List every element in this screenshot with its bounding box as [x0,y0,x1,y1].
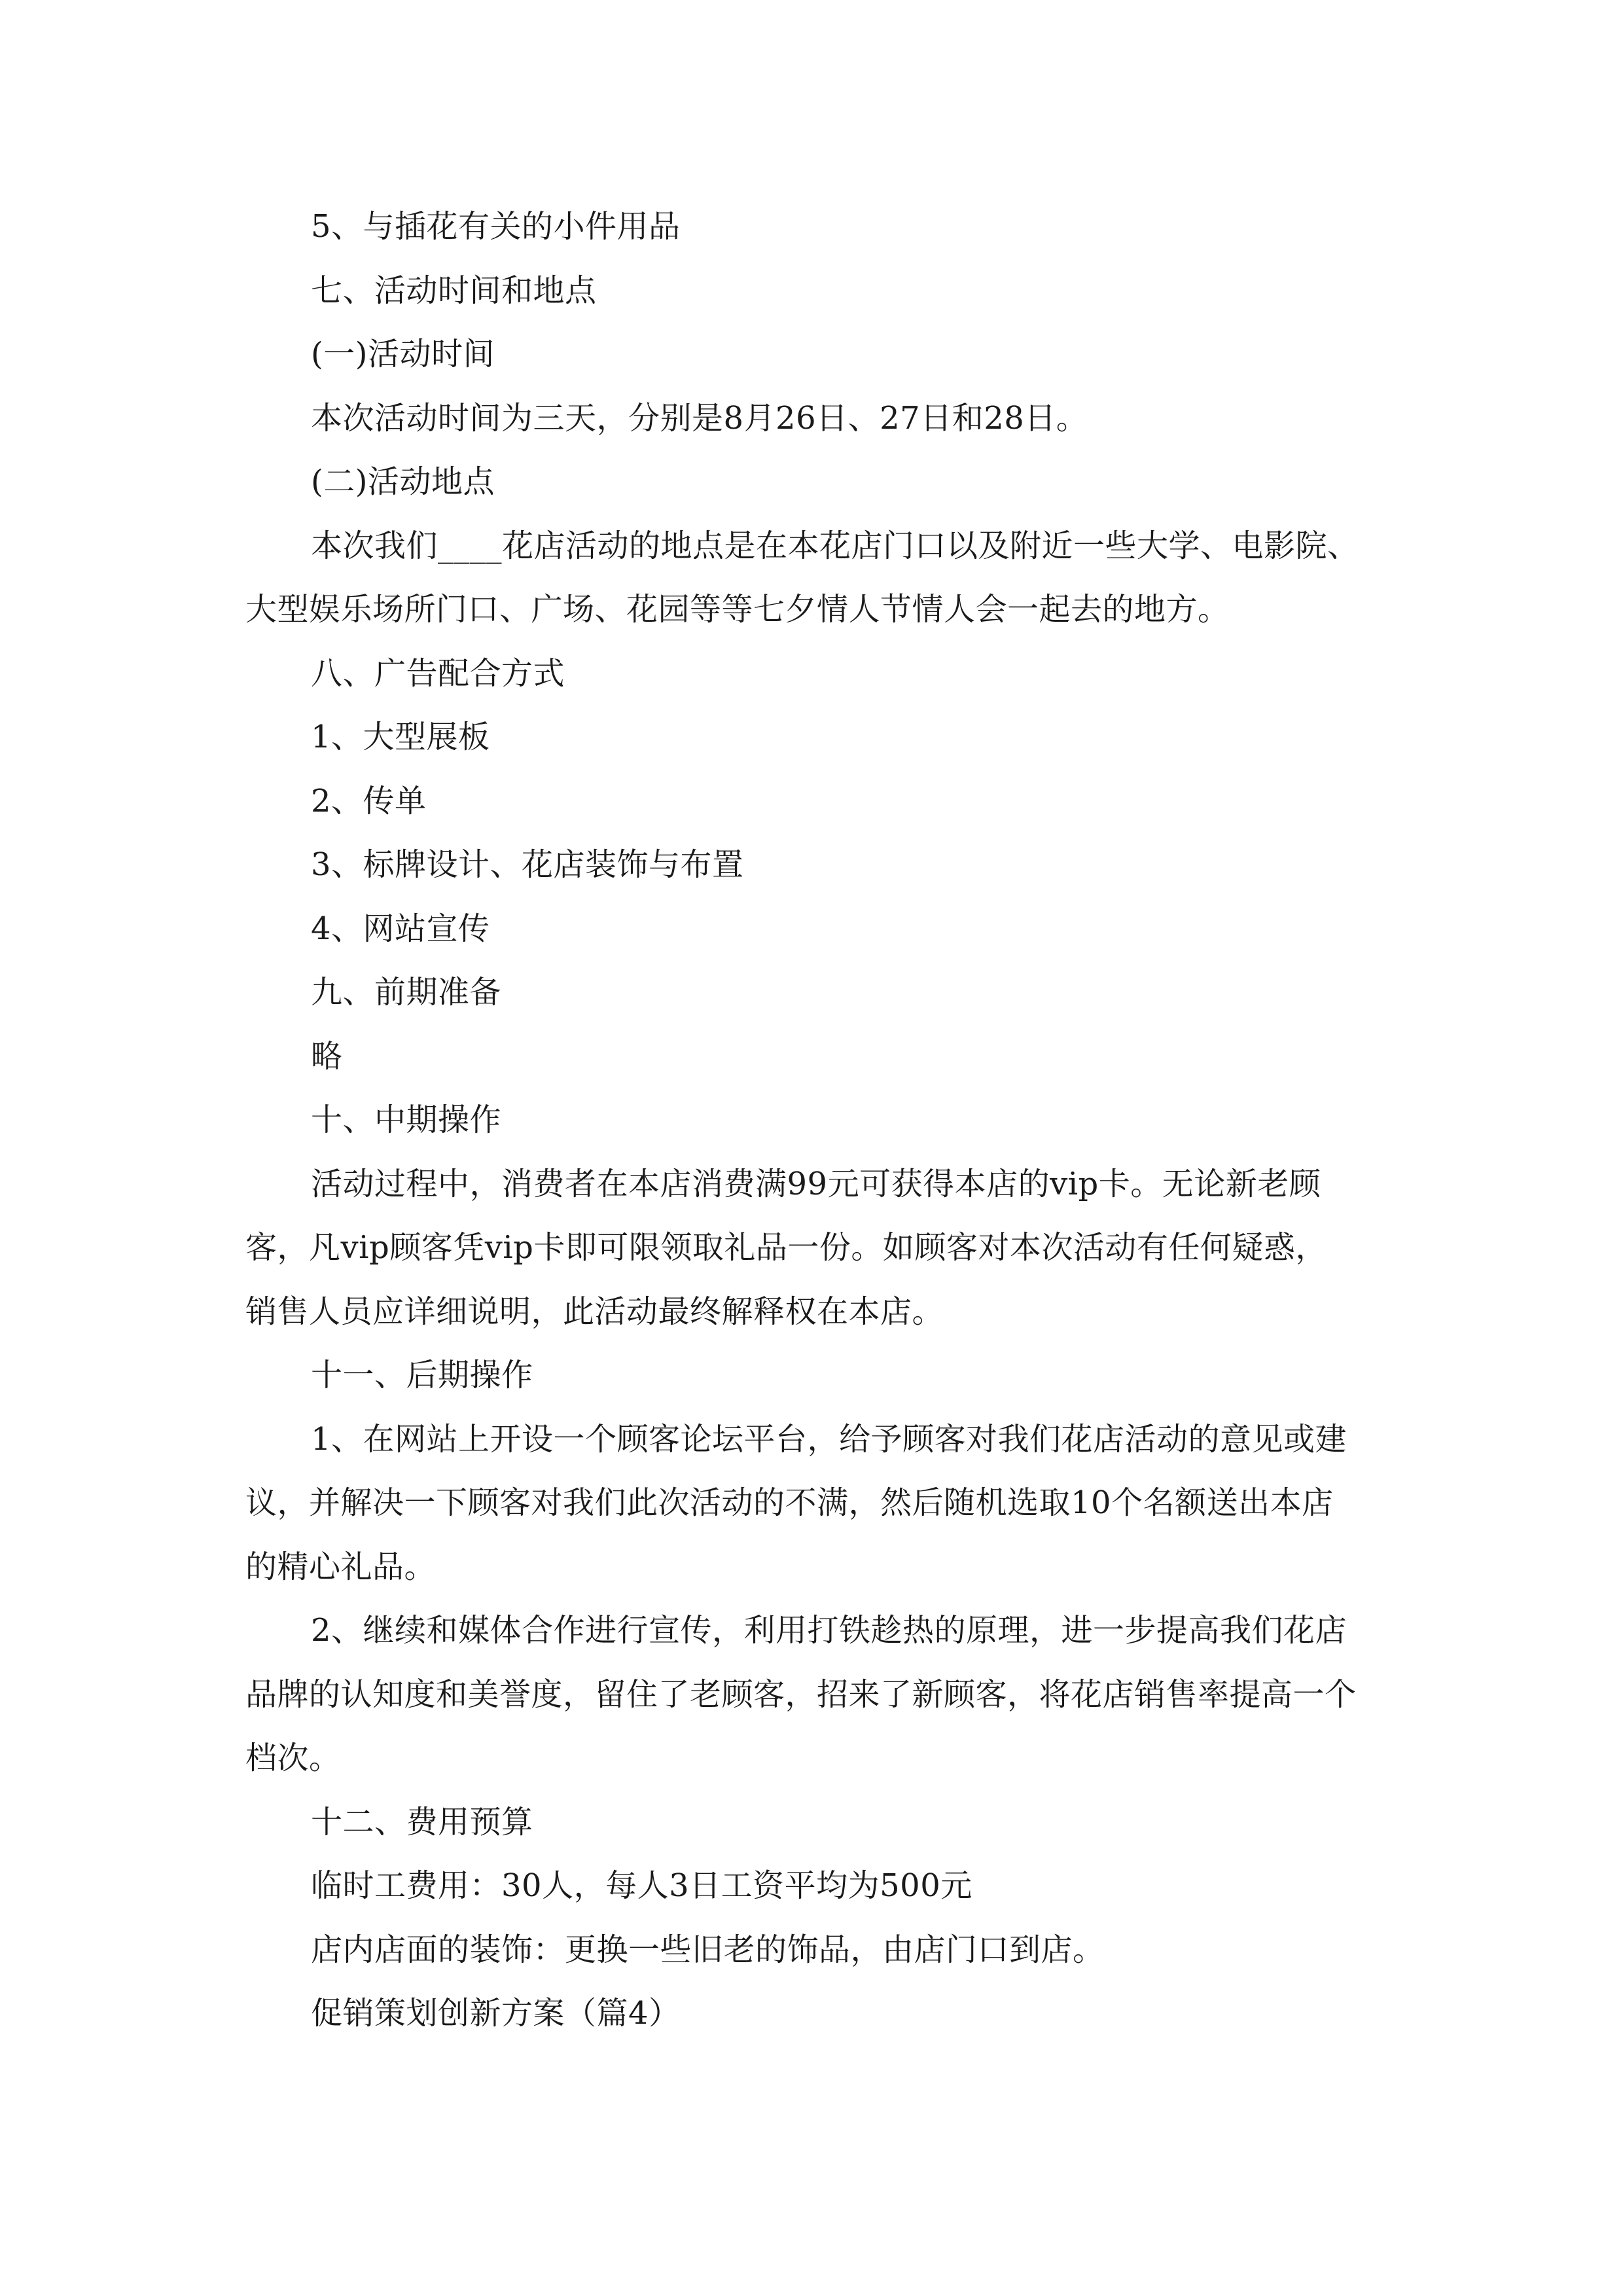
paragraph-line: 1、在网站上开设一个顾客论坛平台，给予顾客对我们花店活动的意见或建 [311,1420,1347,1458]
paragraph-line: 议，并解决一下顾客对我们此次活动的不满，然后随机选取10个名额送出本店 [245,1484,1334,1521]
paragraph-line: 活动过程中，消费者在本店消费满99元可获得本店的vip卡。无论新老顾 [311,1165,1321,1202]
subsection-heading: (一)活动时间 [311,336,495,372]
section-heading: 十一、后期操作 [311,1357,533,1393]
budget-item: 店内店面的装饰：更换一些旧老的饰品，由店门口到店。 [311,1931,1105,1968]
section-heading: 八、广告配合方式 [311,655,565,692]
list-item: 2、传单 [311,782,427,819]
paragraph-line: 的精心礼品。 [245,1548,437,1585]
paragraph-line: 销售人员应详细说明，此活动最终解释权在本店。 [245,1293,944,1330]
paragraph: 本次活动时间为三天，分别是8月26日、27日和28日。 [311,399,1088,437]
list-item: 4、网站宣传 [311,910,490,947]
section-heading: 七、活动时间和地点 [311,272,597,309]
document-body [245,195,1384,2046]
section-heading: 九、前期准备 [311,974,502,1011]
subsection-heading: (二)活动地点 [311,463,495,500]
paragraph-line: 档次。 [245,1740,341,1776]
paragraph-line: 大型娱乐场所门口、广场、花园等等七夕情人节情人会一起去的地方。 [245,591,1230,628]
paragraph-line: 2、继续和媒体合作进行宣传，利用打铁趁热的原理，进一步提高我们花店 [311,1612,1347,1649]
list-item: 3、标牌设计、花店装饰与布置 [311,846,744,883]
section-heading: 十、中期操作 [311,1102,502,1138]
next-article-title: 促销策划创新方案（篇4） [311,1995,681,2032]
paragraph-line: 品牌的认知度和美誉度，留住了老顾客，招来了新顾客，将花店销售率提高一个 [245,1676,1357,1713]
list-item: 5、与插花有关的小件用品 [311,208,681,245]
paragraph-line: 本次我们____花店活动的地点是在本花店门口以及附近一些大学、电影院、 [311,527,1359,564]
budget-item: 临时工费用：30人，每人3日工资平均为500元 [311,1867,972,1904]
list-item: 1、大型展板 [311,719,490,755]
paragraph-line: 客，凡vip顾客凭vip卡即可限领取礼品一份。如顾客对本次活动有任何疑惑， [245,1229,1327,1266]
section-heading: 十二、费用预算 [311,1803,533,1840]
paragraph: 略 [311,1037,343,1075]
